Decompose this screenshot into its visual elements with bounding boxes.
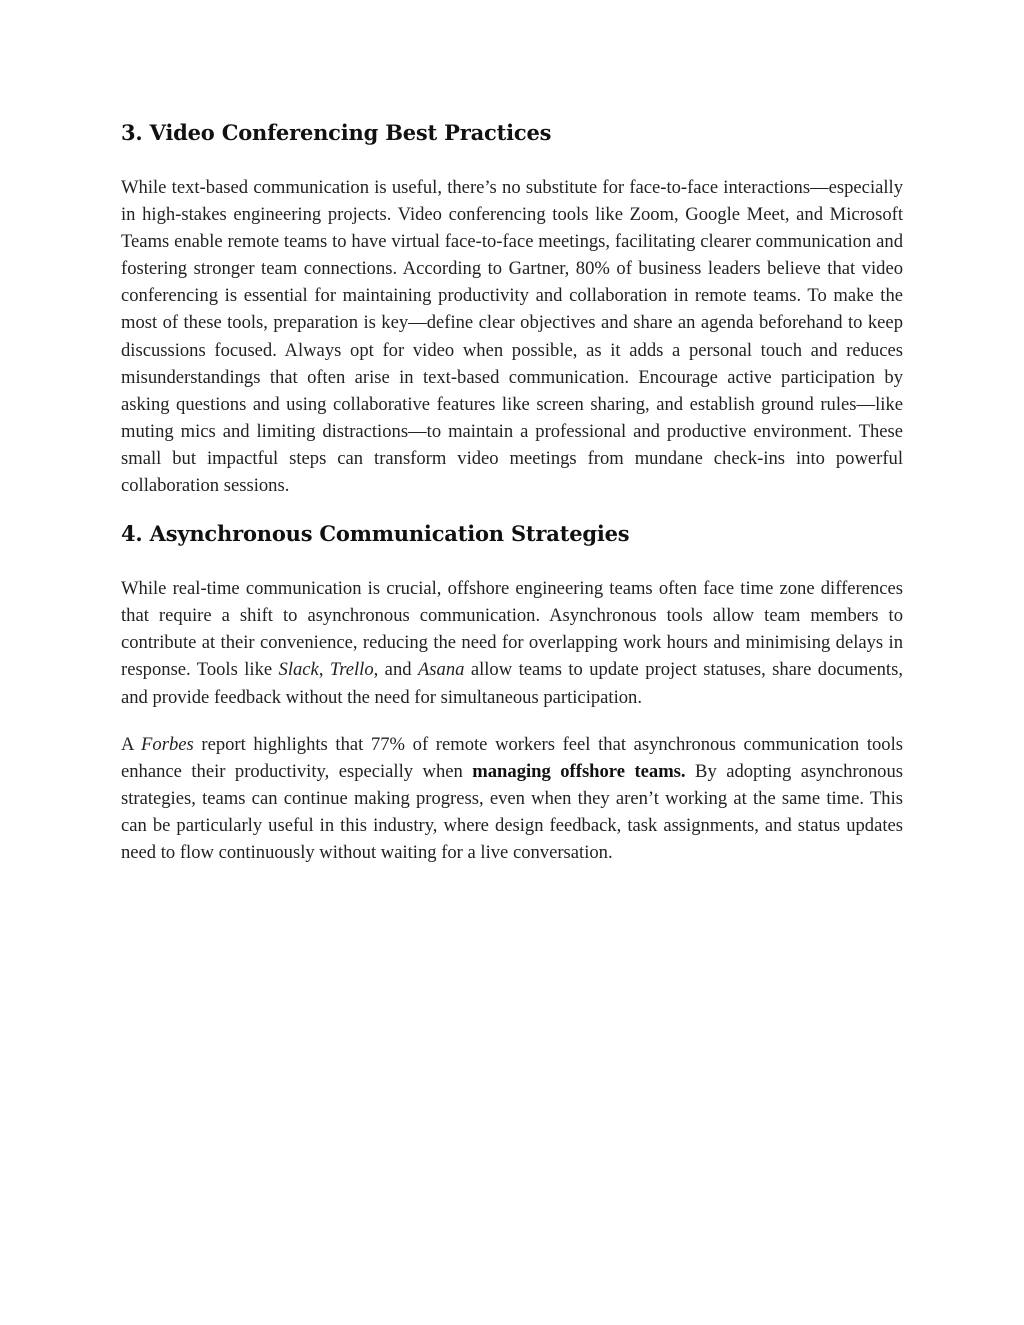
paragraph-text: report highlights that 77% of remote workers feel that asynchronous communication tools enhance their productivity, especially when	[121, 733, 903, 782]
tool-name-slack: Slack	[278, 659, 319, 681]
paragraph-text: A	[121, 733, 142, 755]
source-name-forbes: Forbes	[141, 733, 194, 755]
tool-name-trello: Trello	[329, 659, 374, 681]
separator-text: , and	[373, 659, 418, 681]
section-heading-asynchronous-communication: 4. Asynchronous Communication Strategies	[121, 521, 630, 547]
managing-offshore-teams-link[interactable]: managing offshore teams.	[472, 760, 686, 782]
separator-text: ,	[318, 659, 330, 681]
paragraph-text: By adopting asynchronous strategies, teams can continue making progress, even when they aren’t working at the same time. This can be particularly useful in this industry, where design feedback, task assignments, and status updates need to flow continuously without waiting for a live conversation.	[121, 760, 903, 863]
paragraph-text: allow teams to update project statuses, share documents, and provide feedback without the need for simultaneous participation.	[121, 659, 903, 708]
section-4-paragraph-1	[121, 575, 903, 710]
section-3-paragraph: While text-based communication is useful, there’s no substitute for face-to-face interactions—especially in high-stakes engineering projects. Video conferencing tools like Zoom, Google Meet, and Microsoft Teams enable remote teams to have virtual face-to-face meetings, facilitating clearer communication and fostering stronger team connections. According to Gartner, 80% of business leaders believe that video conferencing is essential for maintaining productivity and collaboration in remote teams. To make the most of these tools, preparation is key—define clear objectives and share an agenda beforehand to keep discussions focused. Always opt for video when possible, as it adds a personal touch and reduces misunderstandings that often arise in text-based communication. Encourage active participation by asking questions and using collaborative features like screen sharing, and establish ground rules—like muting mics and limiting distractions—to maintain a professional and productive environment. These small but impactful steps can transform video meetings from mundane check-ins into powerful collaboration sessions.	[121, 177, 903, 497]
section-4-paragraph-2	[121, 731, 903, 866]
document-page	[121, 118, 903, 866]
paragraph-text: While real-time communication is crucial, offshore engineering teams often face time zone differences that require a shift to asynchronous communication. Asynchronous tools allow team members to contribute at their convenience, reducing the need for overlapping work hours and minimising delays in response. Tools like	[121, 578, 903, 681]
tool-name-asana: Asana	[417, 659, 465, 681]
section-heading-video-conferencing: 3. Video Conferencing Best Practices	[121, 120, 552, 145]
